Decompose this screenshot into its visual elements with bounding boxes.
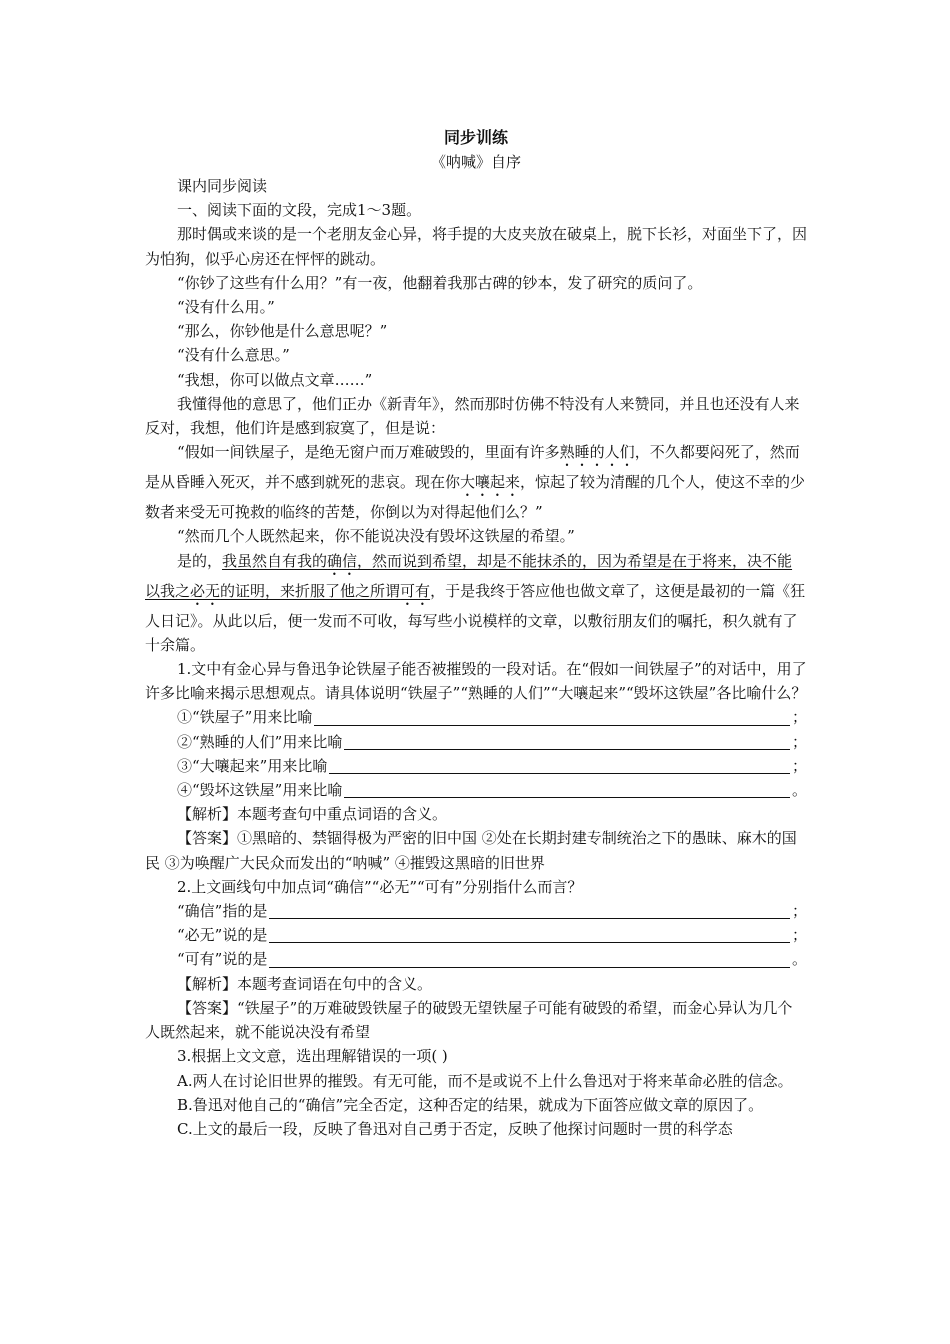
dotted-word: 必无 xyxy=(190,581,221,600)
dotted-phrase: 熟睡的人们 xyxy=(559,443,635,462)
passage-paragraph: “没有什么用。” xyxy=(177,298,275,317)
blank-label: “必无”说的是 xyxy=(177,926,268,945)
blank-punct: 。 xyxy=(791,950,807,969)
option-a: A.两人在讨论旧世界的摧毁。有无可能，而不是或说不上什么鲁迅对于将来革命必胜的信念。 xyxy=(177,1071,793,1090)
blank-label: “确信”指的是 xyxy=(177,902,268,921)
answer-blank[interactable] xyxy=(269,924,790,943)
option-b: B.鲁迅对他自己的“确信”完全否定，这种否定的结果，就成为下面答应做文章的原因了。 xyxy=(177,1095,764,1114)
answer-line-4 xyxy=(145,778,807,802)
question-2-analysis: 【解析】本题考查词语在句中的含义。 xyxy=(177,974,433,993)
instruction: 一、阅读下面的文段，完成1～3题。 xyxy=(177,201,422,220)
text-run: ，惊起了较为清醒的几个人，使这不幸的少数者来受无可挽救的临终的苦楚，你倒以为对得起他们么？” xyxy=(145,473,806,522)
question-2-answer: 【答案】“铁屋子”的万难破毁铁屋子的破毁无望铁屋子可能有破毁的希望，而金心异认为几个人既然起来，就不能说决没有希望 xyxy=(145,998,793,1042)
answer-blank[interactable] xyxy=(344,779,790,798)
question-2-stem: 2.上文画线句中加点词“确信”“必无”“可有”分别指什么而言？ xyxy=(177,877,583,896)
passage-paragraph: “然而几个人既然起来，你不能说决没有毁坏这铁屋的希望。” xyxy=(177,527,575,546)
dotted-word: 可有 xyxy=(400,581,431,600)
passage-paragraph-iron-house xyxy=(145,440,807,524)
answer-blank[interactable] xyxy=(344,731,790,750)
passage-paragraph-underlined xyxy=(145,549,807,657)
blank-punct: ； xyxy=(791,902,807,921)
answer-line-3 xyxy=(145,754,807,778)
text-run: ，然而说到希望，却是不能抹杀的，因为希望是在于将来，决不能以我之 xyxy=(145,551,793,600)
passage-paragraph: “我想，你可以做点文章……” xyxy=(177,370,373,389)
dotted-word: 确信 xyxy=(327,551,358,570)
question-3-stem: 3.根据上文文意，选出理解错误的一项( ) xyxy=(177,1047,448,1066)
document-title: 同步训练 xyxy=(443,128,508,147)
answer-blank[interactable] xyxy=(314,707,790,726)
answer-line-1 xyxy=(145,705,807,729)
answer-line-5 xyxy=(145,899,807,923)
text-run: ，不久都要闷死了，然而是从昏睡入死灭，并不感到就死的悲哀。现在你 xyxy=(145,443,800,492)
answer-line-2 xyxy=(145,730,807,754)
document-subtitle: 《呐喊》自序 xyxy=(430,153,521,171)
passage-paragraph: “那么，你钞他是什么意思呢？” xyxy=(177,322,388,341)
section-heading: 课内同步阅读 xyxy=(177,177,268,195)
question-1-stem: 1.文中有金心异与鲁迅争论铁屋子能否被摧毁的一段对话。在“假如一间铁屋子”的对话中，用了许多比喻来揭示思想观点。请具体说明“铁屋子”“熟睡的人们”“大嚷起来”“毁坏这铁屋”各比喻什么？ xyxy=(145,660,807,703)
option-c: C.上文的最后一段，反映了鲁迅对自己勇于否定，反映了他探讨问题时一贯的科学态 xyxy=(177,1119,733,1138)
blank-label: ④“毁坏这铁屋”用来比喻 xyxy=(177,781,343,800)
answer-line-6 xyxy=(145,923,807,947)
blank-label: ③“大嚷起来”用来比喻 xyxy=(177,756,328,775)
passage-paragraph: 那时偶或来谈的是一个老朋友金心异，将手提的大皮夹放在破桌上，脱下长衫，对面坐下了，因为怕狗，似乎心房还在怦怦的跳动。 xyxy=(145,225,808,268)
question-1-analysis: 【解析】本题考查句中重点词语的含义。 xyxy=(177,805,448,824)
dotted-phrase: 大嚷起来 xyxy=(460,473,521,492)
blank-punct: ； xyxy=(791,926,807,945)
text-run: 的证明，来折服了他之所谓 xyxy=(220,581,401,600)
answer-blank[interactable] xyxy=(269,949,790,968)
answer-blank[interactable] xyxy=(329,755,790,774)
blank-punct: 。 xyxy=(791,781,807,800)
blank-label: ①“铁屋子”用来比喻 xyxy=(177,708,313,727)
text-run: “假如一间铁屋子，是绝无窗户而万难破毁的，里面有许多 xyxy=(177,443,560,462)
blank-punct: ； xyxy=(791,732,807,751)
blank-label: “可有”说的是 xyxy=(177,950,268,969)
passage-paragraph: 我懂得他的意思了，他们正办《新青年》，然而那时仿佛不特没有人来赞同，并且也还没有人来反对，我想，他们许是感到寂寞了，但是说： xyxy=(145,394,800,438)
blank-punct: ； xyxy=(791,756,807,775)
blank-label: ②“熟睡的人们”用来比喻 xyxy=(177,732,343,751)
passage-paragraph: “你钞了这些有什么用？”有一夜，他翻着我那古碑的钞本，发了研究的质问了。 xyxy=(177,273,703,292)
text-run: ，于是我终于答应他也做文章了，这便是最初的一篇《狂人日记》。从此以后，便一发而不可收，每写些小说模样的文章，以敷衍朋友们的嘱托，积久就有了十余篇。 xyxy=(145,581,806,654)
answer-blank[interactable] xyxy=(269,900,790,919)
answer-line-7 xyxy=(145,947,807,971)
text-run: 我虽然自有我的 xyxy=(222,551,328,570)
question-1-answer: 【答案】①黑暗的、禁锢得极为严密的旧中国 ②处在长期封建专制统治之下的愚昧、麻木的国民 ③为唤醒广大民众而发出的“呐喊” ④摧毁这黑暗的旧世界 xyxy=(145,829,797,872)
document-page xyxy=(145,122,807,1141)
passage-paragraph: “没有什么意思。” xyxy=(177,346,290,365)
text-run: 是的， xyxy=(177,551,223,570)
blank-punct: ； xyxy=(791,708,807,727)
